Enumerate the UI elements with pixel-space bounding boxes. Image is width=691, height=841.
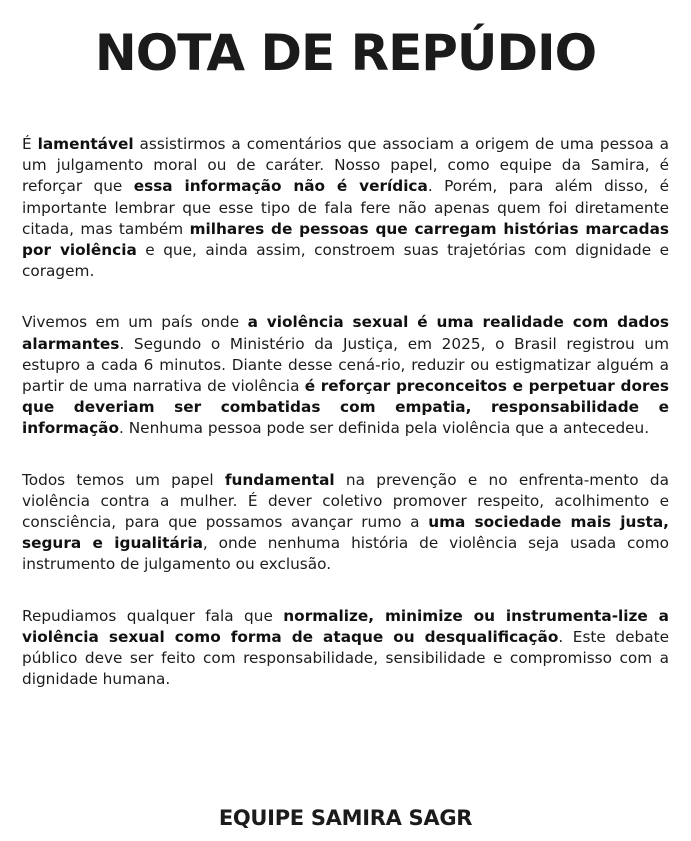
body-text: na prevenção e no enfrenta-mento da violência contra a mulher. É dever coletivo promover respeito, acolhimento e consciência, para que possamos avançar rumo a <box>22 470 669 532</box>
emphasis-text: fundamental <box>224 470 335 489</box>
emphasis-text: a violência sexual é uma realidade com dados alarmantes <box>22 313 669 353</box>
emphasis-text: uma sociedade mais justa, segura e igualitária <box>22 513 669 553</box>
paragraph-4 <box>22 606 669 691</box>
paragraph-1 <box>22 134 669 282</box>
body-text: É <box>22 135 38 153</box>
body-text: e que, ainda assim, constroem suas trajetórias com dignidade e coragem. <box>22 241 670 281</box>
emphasis-text: normalize, minimize ou instrumenta-lize a violência sexual como forma de ataque ou desqualificação <box>22 606 669 646</box>
emphasis-text: essa informação não é verídica <box>133 177 428 196</box>
body-text: . Porém, para além disso, é importante lembrar que esse tipo de fala fere não apenas quem foi diretamente citada, mas também <box>22 177 669 238</box>
body-text: Vivemos em um país onde <box>22 313 248 332</box>
body-text: , onde nenhuma história de violência seja usada como instrumento de julgamento ou exclusão. <box>22 534 669 574</box>
body-text: . Nenhuma pessoa pode ser definida pela violência que a antecedeu. <box>119 419 650 438</box>
paragraph-3 <box>22 470 669 576</box>
body-text: Todos temos um papel <box>22 470 225 489</box>
emphasis-text: milhares de pessoas que carregam histórias marcadas por violência <box>22 219 669 260</box>
body-text: . Este debate público deve ser feito com responsabilidade, sensibilidade e compromisso com a dignidade humana. <box>22 627 669 689</box>
body-text: Repudiamos qualquer fala que <box>22 606 284 625</box>
body-text: assistirmos a comentários que associam a origem de uma pessoa a um julgamento moral ou de caráter. Nosso papel, como equipe da Samira, é reforçar que <box>22 135 669 196</box>
emphasis-text: lamentável <box>37 135 134 153</box>
signature: EQUIPE SAMIRA SAGR <box>218 806 473 830</box>
page-title: NOTA DE REPÚDIO <box>94 24 597 82</box>
emphasis-text: é reforçar preconceitos e perpetuar dores que deveriam ser combatidas com empatia, responsabilidade e informação <box>22 377 669 438</box>
paragraph-2 <box>22 312 669 439</box>
body-text: . Segundo o Ministério da Justiça, em 2025, o Brasil registrou um estupro a cada 6 minutos. Diante desse cená-rio, reduzir ou estigmatizar alguém a partir de uma narrativa de violência <box>22 334 669 396</box>
statement-body <box>22 134 669 690</box>
